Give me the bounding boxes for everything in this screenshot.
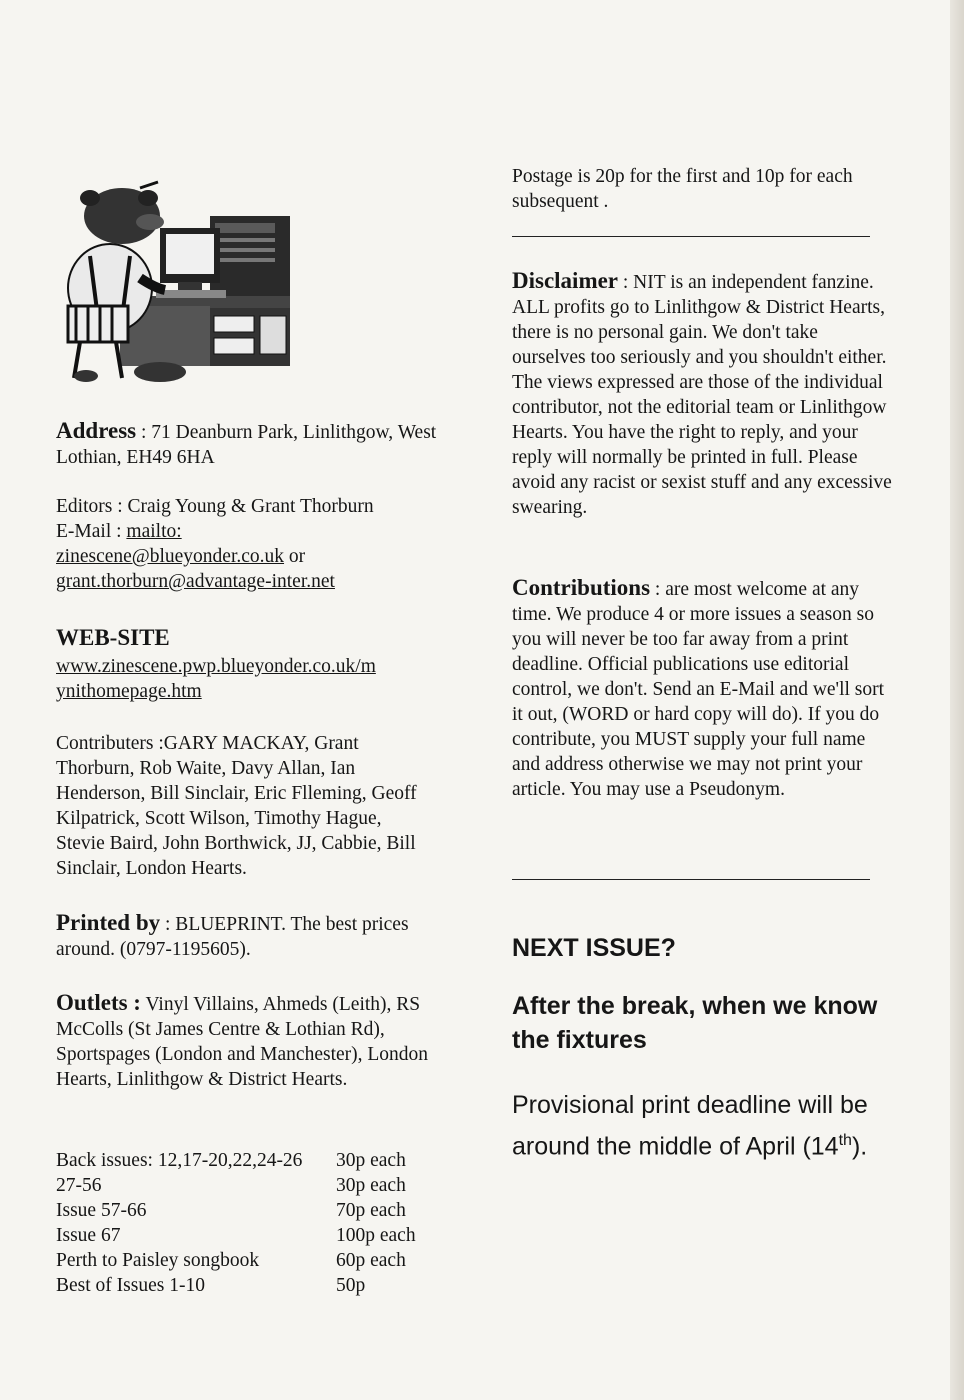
mailto-link[interactable]: mailto:: [126, 521, 182, 542]
cartoon-illustration: [60, 178, 296, 388]
website-block: [56, 624, 456, 704]
outlets-block: [56, 990, 436, 1092]
divider-top: [512, 236, 870, 237]
contributers-block: [56, 731, 428, 881]
contributions-block: [512, 575, 892, 802]
address-label: Address: [56, 418, 137, 443]
email-or: or: [284, 546, 306, 567]
address-block: [56, 418, 456, 470]
contributers-text: Contributers :GARY MACKAY, Grant Thorburn, Rob Waite, Davy Allan, Ian Henderson, Bill Sinclair, Eric Flleming, Geoff Kilpatrick, Scott Wilson, Timothy Hague, Stevie Baird, John Borthwick, JJ, Cabbie, Bill Sinclair, London Hearts.: [56, 733, 417, 879]
page-edge: [950, 0, 964, 1400]
email-link-1[interactable]: zinescene@blueyonder.co.uk: [56, 546, 285, 567]
next-issue-subheading: After the break, when we know the fixtures: [512, 992, 878, 1054]
printed-by-block: [56, 910, 428, 962]
disclaimer-text: : NIT is an independent fanzine. ALL profits go to Linlithgow & District Hearts, there is no personal gain. We don't take ourselves too seriously and you shouldn't either. The views expressed are those of the individual contributor, not the editorial team or Linlithgow Hearts. You have the right to reply, and your reply will normally be printed in full. Please avoid any racist or sexist stuff and any excessive swearing.: [512, 272, 892, 518]
email-label: E-Mail :: [56, 521, 127, 542]
outlets-text: Vinyl Villains, Ahmeds (Leith), RS McColls (St James Centre & Lothian Rd), Sportspages (London and Manchester), London Hearts, Linlithgow & District Hearts.: [56, 994, 429, 1090]
website-link[interactable]: www.zinescene.pwp.blueyonder.co.uk/m ynithomepage.htm: [56, 656, 376, 702]
address-text: : 71 Deanburn Park, Linlithgow, West Lothian, EH49 6HA: [56, 422, 437, 468]
back-issue-row: Perth to Paisley songbook 60p each: [56, 1250, 406, 1271]
disclaimer-block: [512, 268, 892, 520]
contributions-label: Contributions: [512, 575, 651, 600]
disclaimer-label: Disclaimer: [512, 268, 619, 293]
next-issue-body: Provisional print deadline will be around the middle of April (14th).: [512, 1091, 868, 1161]
next-issue-heading: NEXT ISSUE?: [512, 934, 676, 962]
editors-line: Editors : Craig Young & Grant Thorburn: [56, 496, 374, 517]
back-issue-row: Back issues: 12,17-20,22,24-26 30p each: [56, 1150, 406, 1171]
editors-block: [56, 494, 456, 594]
contributions-text: : are most welcome at any time. We produce 4 or more issues a season so you will never be too far away from a print deadline. Official publications use editorial control, we don't. Send an E-Mail and we'll sort it out, (WORD or hard copy will do). If you do contribute, you MUST supply your full name and address otherwise we may not print your article. You may use a Pseudonym.: [512, 579, 885, 800]
printed-by-label: Printed by: [56, 910, 161, 935]
divider-bottom: [512, 879, 870, 880]
postage-block: [512, 164, 872, 214]
printed-by-text: : BLUEPRINT. The best prices around. (0797-1195605).: [56, 914, 409, 960]
back-issue-row: Issue 67 100p each: [56, 1225, 416, 1246]
back-issue-row: 27-56 30p each: [56, 1175, 406, 1196]
next-issue-block: [512, 934, 902, 1164]
outlets-label: Outlets :: [56, 990, 141, 1015]
email-link-2[interactable]: grant.thorburn@advantage-inter.net: [56, 571, 335, 592]
postage-text: Postage is 20p for the first and 10p for each subsequent .: [512, 166, 853, 212]
website-heading: WEB-SITE: [56, 625, 170, 650]
back-issues-table: [56, 1148, 456, 1298]
back-issue-row: Issue 57-66 70p each: [56, 1200, 406, 1221]
back-issue-row: Best of Issues 1-10 50p: [56, 1275, 366, 1296]
